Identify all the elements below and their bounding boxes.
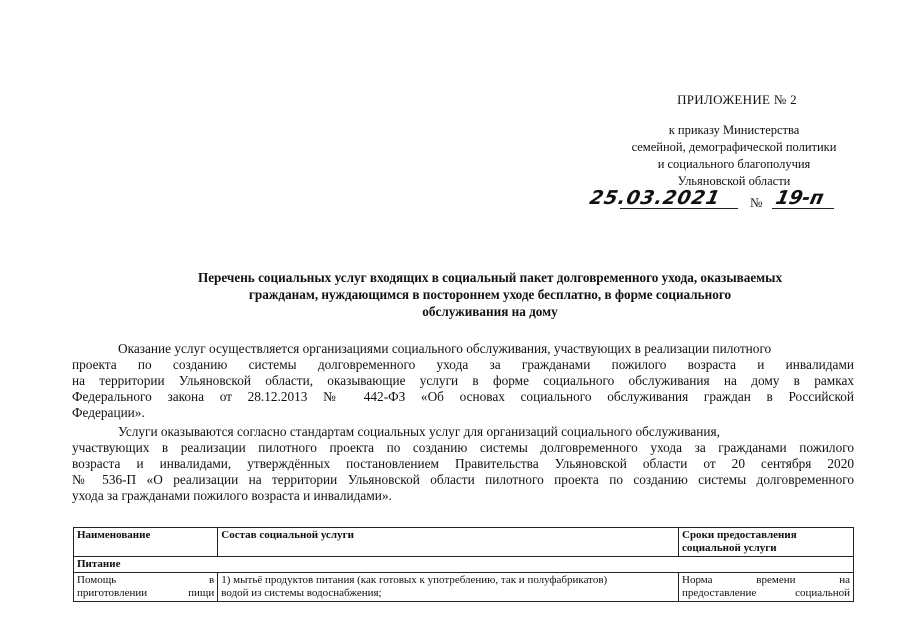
title-line: гражданам, нуждающимся в постороннем уходе бесплатно, в форме социального xyxy=(248,287,732,302)
order-number-handwritten: 19-п xyxy=(773,187,826,209)
paragraph-line: Услуги оказываются согласно стандартам социальных услуг для организаций социального обслуживания, xyxy=(118,424,720,439)
paragraph-line: участвующих в реализации пилотного проекта по созданию системы долговременного ухода за гражданами пожилого xyxy=(72,440,854,455)
header-terms: Сроки предоставления социальной услуги xyxy=(679,528,854,557)
section-label: Питание xyxy=(74,557,854,573)
services-table xyxy=(73,527,854,602)
header-name: Наименование xyxy=(74,528,218,557)
order-line: к приказу Министерства xyxy=(668,123,800,137)
paragraph-line: Федерального закона от 28.12.2013 № 442-ФЗ «Об основах социального обслуживания граждан в Российской xyxy=(72,389,854,404)
row-terms-line: Норма времени на xyxy=(682,574,850,586)
paragraph-line: проекта по созданию системы долговременного ухода за гражданами пожилого возраста и инвалидами xyxy=(72,357,854,372)
paragraph-line: возраста и инвалидами, утверждённых постановлением Правительства Ульяновской области от 20 сентября 2020 xyxy=(72,456,854,471)
paragraph-line: № 536-П «О реализации на территории Ульяновской области пилотного проекта по созданию системы долговременного xyxy=(72,472,854,487)
paragraph-line: на территории Ульяновской области, оказывающие услуги в форме социального обслуживания на дому в рамках xyxy=(72,373,854,388)
row-content xyxy=(218,573,679,602)
row-name-line: приготовлении пищи xyxy=(77,587,215,599)
paragraph-line: Оказание услуг осуществляется организациями социального обслуживания, участвующих в реализации пилотного xyxy=(118,341,772,356)
header-content: Состав социальной услуги xyxy=(218,528,679,557)
date-underline xyxy=(620,208,738,209)
order-number-label: № xyxy=(750,195,763,210)
row-name xyxy=(74,573,218,602)
number-underline xyxy=(772,208,834,209)
row-name-line: Помощь в xyxy=(77,574,215,586)
order-date-handwritten: 25.03.2021 xyxy=(587,187,723,209)
paragraph-line: Федерации». xyxy=(72,405,145,420)
order-line: Ульяновской области xyxy=(677,174,791,188)
title-line: Перечень социальных услуг входящих в социальный пакет долговременного ухода, оказываемых xyxy=(197,270,783,285)
row-terms xyxy=(679,573,854,602)
table-section-row xyxy=(74,557,854,573)
order-line: и социального благополучия xyxy=(657,157,811,171)
table-row xyxy=(74,573,854,602)
order-line: семейной, демографической политики xyxy=(631,140,837,154)
appendix-label: ПРИЛОЖЕНИЕ № 2 xyxy=(677,92,797,107)
row-terms-line: предоставление социальной xyxy=(682,587,850,599)
table-header-row xyxy=(74,528,854,557)
title-line: обслуживания на дому xyxy=(422,304,558,319)
row-content-line: 1) мытьё продуктов питания (как готовых к употреблению, так и полуфабрикатов) xyxy=(221,574,608,586)
paragraph-line: ухода за гражданами пожилого возраста и инвалидами». xyxy=(72,488,392,503)
row-content-line: водой из системы водоснабжения; xyxy=(221,587,382,599)
